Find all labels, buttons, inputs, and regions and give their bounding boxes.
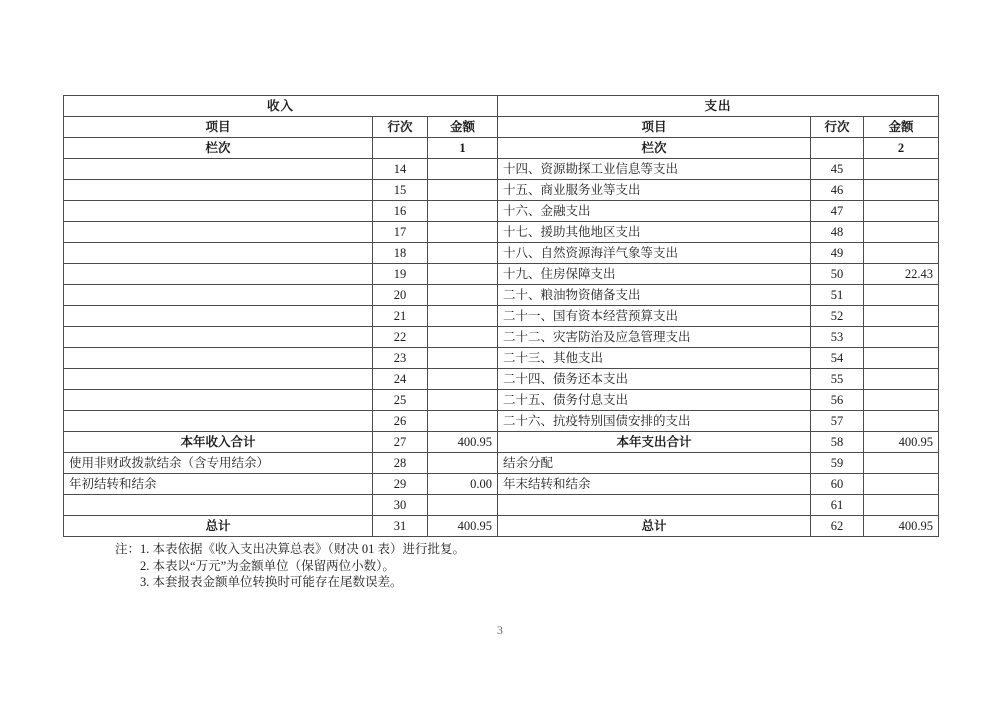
income-section-header: 收入 — [64, 96, 498, 117]
income-row-number-cell: 27 — [373, 432, 428, 453]
expenditure-item-cell: 十八、自然资源海洋气象等支出 — [498, 243, 811, 264]
expenditure-item-cell: 二十四、债务还本支出 — [498, 369, 811, 390]
income-amount-cell — [428, 453, 498, 474]
expenditure-lane-label: 栏次 — [498, 138, 811, 159]
income-amount-cell — [428, 348, 498, 369]
expenditure-amount-cell — [864, 348, 939, 369]
income-item-cell — [64, 180, 373, 201]
income-item-cell — [64, 348, 373, 369]
expenditure-amount-cell — [864, 474, 939, 495]
expenditure-amount-cell — [864, 453, 939, 474]
expenditure-item-cell — [498, 495, 811, 516]
expenditure-lane-amount-index: 2 — [864, 138, 939, 159]
income-amount-cell — [428, 327, 498, 348]
table-row — [64, 222, 939, 243]
expenditure-row-number-cell: 51 — [811, 285, 864, 306]
expenditure-amount-cell — [864, 369, 939, 390]
expenditure-item-cell: 二十二、灾害防治及应急管理支出 — [498, 327, 811, 348]
income-amount-cell: 0.00 — [428, 474, 498, 495]
page-number: 3 — [497, 623, 503, 637]
expenditure-row-number-cell: 61 — [811, 495, 864, 516]
table-row — [64, 495, 939, 516]
expenditure-amount-cell — [864, 180, 939, 201]
expenditure-row-number-cell: 56 — [811, 390, 864, 411]
note-line: 3. 本套报表金额单位转换时可能存在尾数误差。 — [140, 575, 403, 589]
income-item-cell — [64, 495, 373, 516]
expenditure-row-number-cell: 48 — [811, 222, 864, 243]
table-row — [64, 285, 939, 306]
table-row — [64, 516, 939, 537]
expenditure-amount-cell: 22.43 — [864, 264, 939, 285]
expenditure-section-header: 支出 — [498, 96, 939, 117]
notes-lines — [140, 541, 465, 591]
income-amount-column-header: 金额 — [428, 117, 498, 138]
expenditure-row-number-cell: 53 — [811, 327, 864, 348]
expenditure-item-cell: 十四、资源勘探工业信息等支出 — [498, 159, 811, 180]
income-amount-cell — [428, 495, 498, 516]
table-row — [64, 474, 939, 495]
expenditure-item-cell: 本年支出合计 — [498, 432, 811, 453]
table-row — [64, 432, 939, 453]
expenditure-row-number-cell: 47 — [811, 201, 864, 222]
income-item-cell: 总计 — [64, 516, 373, 537]
income-row-number-cell: 16 — [373, 201, 428, 222]
income-item-cell: 本年收入合计 — [64, 432, 373, 453]
table-row — [64, 453, 939, 474]
income-row-number-cell: 20 — [373, 285, 428, 306]
income-item-cell — [64, 306, 373, 327]
table-row — [64, 369, 939, 390]
income-row-number-cell: 14 — [373, 159, 428, 180]
expenditure-item-cell: 总计 — [498, 516, 811, 537]
table-row — [64, 390, 939, 411]
income-item-cell: 年初结转和结余 — [64, 474, 373, 495]
income-expenditure-table — [63, 95, 939, 537]
expenditure-row-number-cell: 49 — [811, 243, 864, 264]
income-amount-cell — [428, 411, 498, 432]
income-amount-cell — [428, 264, 498, 285]
expenditure-amount-cell — [864, 327, 939, 348]
income-row-number-cell: 17 — [373, 222, 428, 243]
expenditure-row-number-cell: 54 — [811, 348, 864, 369]
income-item-column-header: 项目 — [64, 117, 373, 138]
expenditure-item-cell: 二十一、国有资本经营预算支出 — [498, 306, 811, 327]
table-row — [64, 306, 939, 327]
expenditure-amount-cell — [864, 159, 939, 180]
income-item-cell — [64, 285, 373, 306]
income-amount-cell — [428, 180, 498, 201]
income-row-number-cell: 18 — [373, 243, 428, 264]
table-row — [64, 411, 939, 432]
expenditure-row-number-cell: 62 — [811, 516, 864, 537]
column-header-row — [64, 117, 939, 138]
income-row-number-cell: 25 — [373, 390, 428, 411]
income-row-number-cell: 29 — [373, 474, 428, 495]
expenditure-row-no-column-header: 行次 — [811, 117, 864, 138]
income-row-number-cell: 30 — [373, 495, 428, 516]
expenditure-lane-empty-cell — [811, 138, 864, 159]
expenditure-amount-cell — [864, 495, 939, 516]
expenditure-item-cell: 二十、粮油物资储备支出 — [498, 285, 811, 306]
note-line: 2. 本表以“万元”为金额单位（保留两位小数）。 — [140, 558, 395, 573]
expenditure-amount-cell — [864, 411, 939, 432]
income-item-cell — [64, 243, 373, 264]
expenditure-row-number-cell: 52 — [811, 306, 864, 327]
income-item-cell — [64, 327, 373, 348]
income-row-number-cell: 15 — [373, 180, 428, 201]
expenditure-amount-cell — [864, 390, 939, 411]
lane-index-row — [64, 138, 939, 159]
income-row-number-cell: 31 — [373, 516, 428, 537]
table-row — [64, 264, 939, 285]
income-amount-cell: 400.95 — [428, 516, 498, 537]
expenditure-amount-cell — [864, 306, 939, 327]
table-row — [64, 201, 939, 222]
expenditure-item-column-header: 项目 — [498, 117, 811, 138]
table-row — [64, 348, 939, 369]
income-row-number-cell: 22 — [373, 327, 428, 348]
table-row — [64, 180, 939, 201]
table-notes — [115, 541, 465, 591]
income-item-cell — [64, 390, 373, 411]
income-amount-cell — [428, 159, 498, 180]
income-item-cell — [64, 201, 373, 222]
income-row-number-cell: 23 — [373, 348, 428, 369]
income-amount-cell — [428, 243, 498, 264]
section-header-row — [64, 96, 939, 117]
income-item-cell — [64, 222, 373, 243]
income-amount-cell: 400.95 — [428, 432, 498, 453]
income-lane-empty-cell — [373, 138, 428, 159]
expenditure-row-number-cell: 45 — [811, 159, 864, 180]
expenditure-row-number-cell: 58 — [811, 432, 864, 453]
expenditure-item-cell: 十五、商业服务业等支出 — [498, 180, 811, 201]
expenditure-amount-column-header: 金额 — [864, 117, 939, 138]
income-amount-cell — [428, 285, 498, 306]
expenditure-item-cell: 二十五、债务付息支出 — [498, 390, 811, 411]
income-item-cell — [64, 369, 373, 390]
expenditure-row-number-cell: 59 — [811, 453, 864, 474]
expenditure-amount-cell — [864, 222, 939, 243]
expenditure-amount-cell: 400.95 — [864, 516, 939, 537]
income-row-number-cell: 21 — [373, 306, 428, 327]
income-item-cell — [64, 264, 373, 285]
income-item-cell: 使用非财政拨款结余（含专用结余） — [64, 453, 373, 474]
table-row — [64, 327, 939, 348]
expenditure-row-number-cell: 60 — [811, 474, 864, 495]
income-row-number-cell: 28 — [373, 453, 428, 474]
income-row-no-column-header: 行次 — [373, 117, 428, 138]
expenditure-item-cell: 二十三、其他支出 — [498, 348, 811, 369]
income-amount-cell — [428, 222, 498, 243]
notes-prefix: 注： — [115, 542, 141, 556]
expenditure-item-cell: 年末结转和结余 — [498, 474, 811, 495]
income-amount-cell — [428, 306, 498, 327]
table-row — [64, 159, 939, 180]
note-line: 1. 本表依据《收入支出决算总表》（财决 01 表）进行批复。 — [140, 542, 466, 556]
income-row-number-cell: 26 — [373, 411, 428, 432]
expenditure-amount-cell — [864, 243, 939, 264]
expenditure-row-number-cell: 50 — [811, 264, 864, 285]
income-row-number-cell: 24 — [373, 369, 428, 390]
income-lane-label: 栏次 — [64, 138, 373, 159]
income-item-cell — [64, 411, 373, 432]
expenditure-item-cell: 十六、金融支出 — [498, 201, 811, 222]
expenditure-row-number-cell: 55 — [811, 369, 864, 390]
expenditure-item-cell: 十九、住房保障支出 — [498, 264, 811, 285]
expenditure-amount-cell: 400.95 — [864, 432, 939, 453]
income-item-cell — [64, 159, 373, 180]
income-row-number-cell: 19 — [373, 264, 428, 285]
expenditure-item-cell: 二十六、抗疫特别国债安排的支出 — [498, 411, 811, 432]
income-amount-cell — [428, 201, 498, 222]
table-row — [64, 243, 939, 264]
income-amount-cell — [428, 390, 498, 411]
expenditure-amount-cell — [864, 285, 939, 306]
income-lane-amount-index: 1 — [428, 138, 498, 159]
expenditure-amount-cell — [864, 201, 939, 222]
expenditure-item-cell: 结余分配 — [498, 453, 811, 474]
table-body — [64, 96, 939, 537]
expenditure-row-number-cell: 46 — [811, 180, 864, 201]
expenditure-item-cell: 十七、援助其他地区支出 — [498, 222, 811, 243]
income-amount-cell — [428, 369, 498, 390]
expenditure-row-number-cell: 57 — [811, 411, 864, 432]
